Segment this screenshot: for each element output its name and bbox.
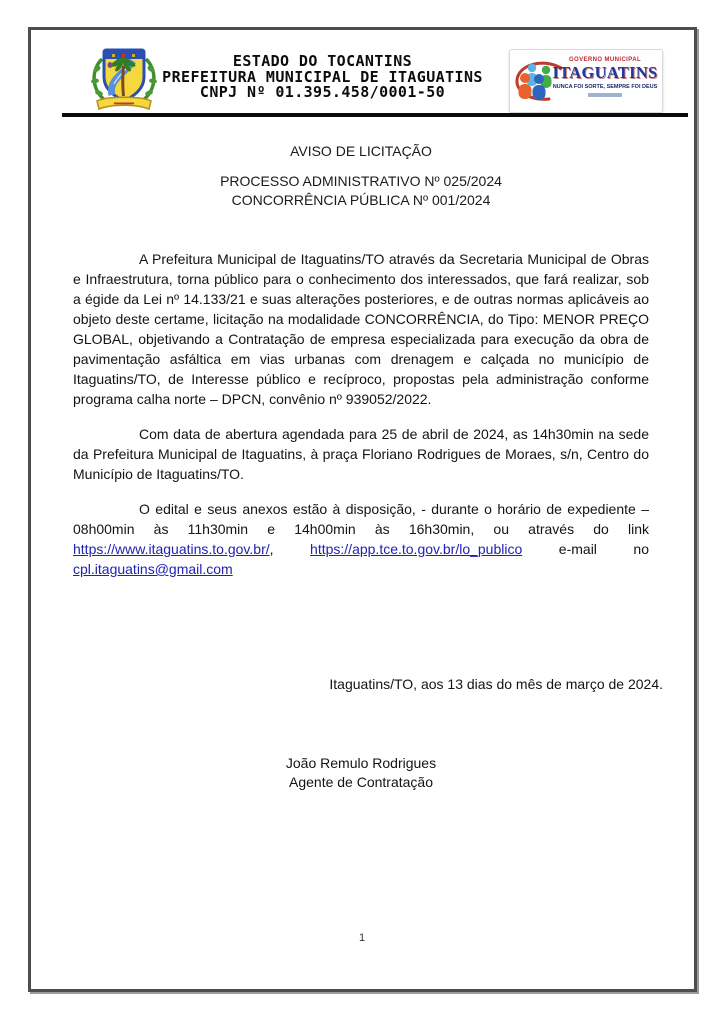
- logo-city-name: ITAGUATINS: [552, 63, 658, 82]
- notice-body: [73, 249, 649, 594]
- letterhead-cnpj: CNPJ Nº 01.395.458/0001-50: [199, 83, 446, 101]
- paragraph-opening-date: Com data de abertura agendada para 25 de abril de 2024, as 14h30min na sede da Prefeitura Municipal de Itaguatins, à praça Floriano Rodrigues de Moraes, s/n, Centro do Município de Itaguatins/TO.: [73, 426, 649, 482]
- paragraph-object: A Prefeitura Municipal de Itaguatins/TO através da Secretaria Municipal de Obras e Infraestrutura, torna público para o conhecimento dos interessados, que fará realizar, sob a égide da Lei nº 14.133/21 e suas alterações posteriores, e de outras normas aplicáveis ao objeto deste certame, licitação na modalidade CONCORRÊNCIA, do Tipo: MENOR PREÇO GLOBAL, objetivando a Contratação de empresa especializada para execução da obra de pavimentação asfáltica em vias urbanas com drenagem e calçada no município de Itaguatins/TO, de Interesse público e recíproco, propostas pela administração conforme programa calha norte – DPCN, convênio nº 939052/2022.: [73, 251, 649, 407]
- tender-number-line: CONCORRÊNCIA PÚBLICA Nº 001/2024: [231, 192, 491, 208]
- header-divider: [62, 113, 688, 117]
- paragraph-edital-availability: [73, 499, 649, 579]
- logo-government-label: GOVERNO MUNICIPAL: [568, 57, 642, 63]
- letterhead: [140, 54, 505, 101]
- link-itaguatins-site[interactable]: https://www.itaguatins.to.gov.br/: [73, 541, 270, 557]
- letterhead-state: ESTADO DO TOCANTINS: [232, 52, 413, 70]
- link-separator: ,: [269, 541, 274, 557]
- edital-text-email: e-mail no: [558, 541, 650, 557]
- edital-text-lead: O edital e seus anexos estão à disposição, - durante o horário de expediente – 08h00min às 11h30min e 14h00min às 16h30min, ou através do link: [73, 501, 649, 537]
- logo-text-block: [552, 57, 658, 97]
- logo-fineprint-bar: [588, 93, 622, 97]
- document-title: AVISO DE LICITAÇÃO: [290, 143, 432, 159]
- link-cpl-email[interactable]: cpl.itaguatins@gmail.com: [73, 561, 233, 577]
- letterhead-municipality: PREFEITURA MUNICIPAL DE ITAGUATINS: [162, 67, 483, 86]
- dateline: Itaguatins/TO, aos 13 dias do mês de março de 2024.: [329, 676, 663, 692]
- process-number-line: PROCESSO ADMINISTRATIVO Nº 025/2024: [220, 173, 502, 189]
- notice-titles: [73, 142, 649, 210]
- signature-name: João Remulo Rodrigues: [285, 755, 437, 771]
- signature-role: Agente de Contratação: [289, 774, 433, 790]
- municipal-logo: [509, 49, 663, 113]
- logo-slogan: NUNCA FOI SORTE, SEMPRE FOI DEUS: [552, 84, 658, 90]
- signature-block: [73, 754, 649, 792]
- link-tce-portal[interactable]: https://app.tce.to.gov.br/lo_publico: [310, 541, 523, 557]
- page-number: 1: [358, 932, 366, 944]
